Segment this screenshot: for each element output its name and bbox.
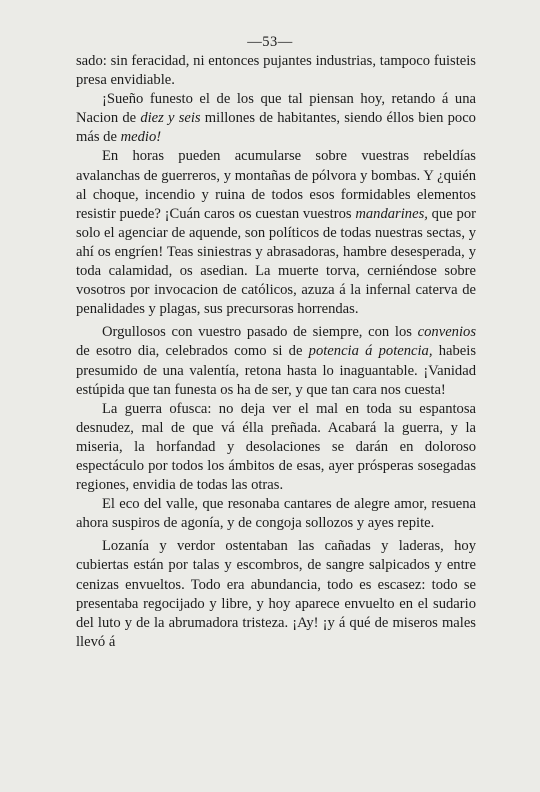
- text-run: de esotro dia, celebrados como si de: [76, 343, 309, 360]
- paragraph: [76, 400, 476, 495]
- italic-phrase: diez y seis: [140, 110, 201, 127]
- text-run: Lozanía y verdor ostentaban las cañadas y laderas, hoy cubiertas están por talas y escombros, de sangre salpicados y entre cenizas envueltos. Todo era abundancia, todo es escasez: todo se presentaba regocijado y libre, y hoy aparece envuelto en el sudario del luto y de la abrumadora tristeza. ¡Ay! ¡y á qué de miseros males llevó á: [76, 538, 476, 650]
- paragraph: [76, 323, 476, 399]
- body-text: [76, 52, 476, 652]
- italic-phrase: convenios: [417, 324, 476, 341]
- italic-phrase: medio!: [120, 129, 162, 146]
- paragraph: [76, 90, 476, 147]
- paragraph: [76, 52, 476, 90]
- italic-phrase: potencia á potencia,: [308, 343, 433, 360]
- text-run: Orgullosos con vuestro pasado de siempre, con los: [102, 324, 418, 341]
- text-run: La guerra ofusca: no deja ver el mal en toda su espantosa desnudez, mal de que vá élla preñada. Acabará la guerra, y la miseria, la horfandad y desolaciones se darán en doloroso espectáculo por todos los ámbitos de esas, ayer prósperas sosegadas regiones, envidia de todas las otras.: [76, 400, 476, 494]
- text-run: millones de habitantes, siendo éllos bien poco más de: [76, 110, 476, 146]
- page-number: —53—: [247, 34, 293, 50]
- text-run: ¡Sueño funesto el de los que tal piensan hoy, retando á una Nacion de: [76, 91, 476, 127]
- text-run: El eco del valle, que resonaba cantares de alegre amor, resuena ahora suspiros de agonía, y de congoja sollozos y ayes repite.: [76, 496, 476, 532]
- text-run: En horas pueden acumularse sobre vuestras rebeldías avalanchas de guerreros, y montañas de pólvora y bombas. Y ¿quién al choque, incendio y ruina de todos esos formidables elementos resistir puede? ¡Cuán caros os cuestan vuestros: [76, 148, 476, 222]
- italic-phrase: mandarines,: [355, 205, 428, 222]
- paragraph: [76, 537, 476, 652]
- paragraph: [76, 147, 476, 319]
- text-run: sado: sin feracidad, ni entonces pujantes industrias, tampoco fuisteis presa envidiable.: [76, 53, 476, 89]
- text-run: habeis presumido de una valentía, retona hasta lo inaguantable. ¡Vanidad estúpida que tan funesta os ha de ser, y que tan cara nos cuesta!: [76, 343, 476, 398]
- paragraph: [76, 495, 476, 533]
- text-run: que por solo el agenciar de aquende, son políticos de todas nuestras sectas, y ahí os engríen! Teas siniestras y abrasadoras, hambre desesperada, y toda calamidad, os asedian. La muerte torva, cerniéndose sobre vosotros por invocacion de católicos, azuza á la infernal caterva de penalidades y plagas, sus precursoras horrendas.: [76, 205, 476, 318]
